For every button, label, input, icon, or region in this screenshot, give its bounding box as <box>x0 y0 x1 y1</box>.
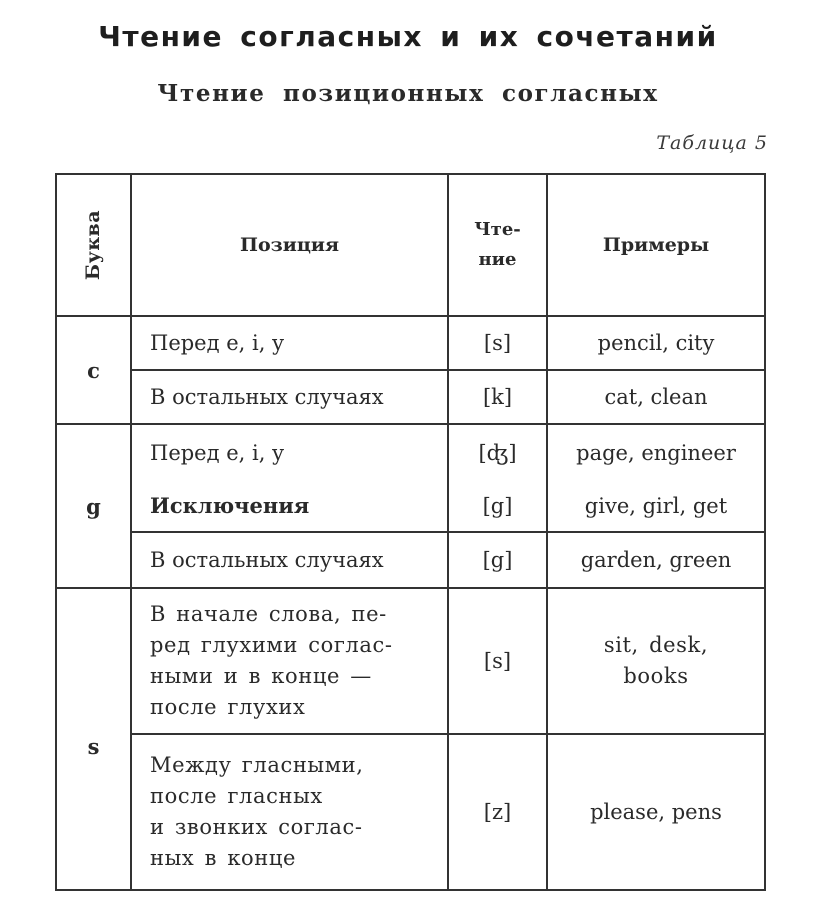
position-line: Между гласными, <box>150 753 364 777</box>
position-cell: Исключения <box>131 480 448 532</box>
letter-cell-s: s <box>56 588 131 890</box>
header-letter <box>56 174 131 316</box>
consonant-reading-table <box>55 173 766 891</box>
examples-cell <box>547 588 765 734</box>
examples-line: sit, desk, <box>603 633 709 657</box>
examples-cell: garden, green <box>547 532 765 588</box>
header-reading <box>448 174 547 316</box>
position-line: после глухих <box>150 695 306 719</box>
position-cell: В остальных случаях <box>131 370 448 424</box>
position-line: ными и в конце — <box>150 664 372 688</box>
reading-cell: [z] <box>448 734 547 890</box>
table-row <box>56 734 765 890</box>
table-row <box>56 424 765 480</box>
header-reading-line1: Чте- <box>474 219 521 240</box>
page-title: Чтение согласных и их сочетаний <box>98 20 718 53</box>
position-line: ред глухими соглас- <box>150 633 393 657</box>
position-cell <box>131 588 448 734</box>
table-header-row <box>56 174 765 316</box>
reading-cell: [g] <box>448 532 547 588</box>
reading-cell: [k] <box>448 370 547 424</box>
reading-cell: [s] <box>448 588 547 734</box>
position-line: В начале слова, пе- <box>150 602 387 626</box>
examples-cell: please, pens <box>547 734 765 890</box>
position-cell <box>131 734 448 890</box>
reading-cell: [s] <box>448 316 547 370</box>
table-row <box>56 370 765 424</box>
table-row <box>56 532 765 588</box>
examples-cell: pencil, city <box>547 316 765 370</box>
header-letter-label: Буква <box>82 209 105 281</box>
header-reading-line2: ние <box>478 249 517 270</box>
reading-cell: [g] <box>448 480 547 532</box>
position-cell: Перед e, i, y <box>131 316 448 370</box>
examples-cell: cat, clean <box>547 370 765 424</box>
letter-cell-g: g <box>56 424 131 588</box>
reading-cell: [ʤ] <box>448 424 547 480</box>
examples-line: books <box>623 664 689 688</box>
header-position: Позиция <box>131 174 448 316</box>
page-subtitle: Чтение позиционных согласных <box>157 80 659 107</box>
position-line: ных в конце <box>150 846 297 870</box>
examples-cell: page, engineer <box>547 424 765 480</box>
position-line: и звонких соглас- <box>150 815 363 839</box>
position-cell: Перед e, i, y <box>131 424 448 480</box>
table-row <box>56 316 765 370</box>
table-row <box>56 588 765 734</box>
position-line: после гласных <box>150 784 323 808</box>
table-row <box>56 480 765 532</box>
examples-cell: give, girl, get <box>547 480 765 532</box>
table-caption: Таблица 5 <box>656 132 768 154</box>
letter-cell-c: c <box>56 316 131 424</box>
header-examples: Примеры <box>547 174 765 316</box>
position-cell: В остальных случаях <box>131 532 448 588</box>
